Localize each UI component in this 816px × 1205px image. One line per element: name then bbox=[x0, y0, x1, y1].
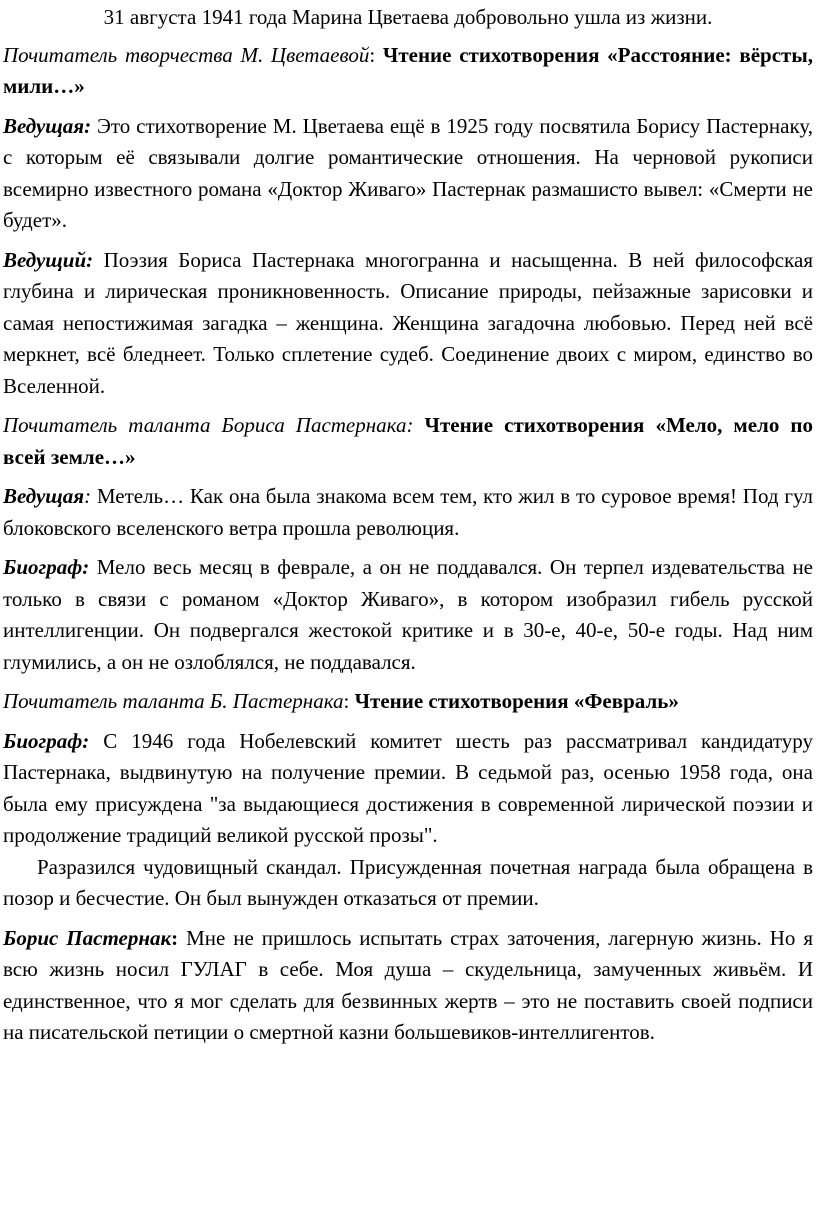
paragraph-host-female-2 bbox=[3, 481, 813, 544]
paragraph-text: Метель… Как она была знакома всем тем, кто жил в то суровое время! Под гул блоковского вселенского ветра прошла революция. bbox=[3, 484, 813, 540]
reading-title: Чтение стихотворения «Расстояние: вёрсты, мили…» bbox=[3, 42, 814, 98]
paragraph-pasternak bbox=[3, 923, 813, 1049]
paragraph-text: Мне не пришлось испытать страх заточения, лагерную жизнь. Но я всю жизнь носил ГУЛАГ в себе. Моя душа – скудельница, замученных живьём. И единственное, что я мог сделать для безвинных жертв – это не поставить своей подписи на писательской петиции о смертной казни большевиков-интеллигентов. bbox=[3, 925, 813, 1044]
speaker-label: Ведущая bbox=[3, 484, 85, 508]
opening-line bbox=[3, 2, 813, 34]
paragraph-cue-pasternak-reading-1 bbox=[3, 410, 813, 473]
paragraph-text: С 1946 года Нобелевский комитет шесть раз рассматривал кандидатуру Пастернака, выдвинутую на получение премии. В седьмой раз, осенью 1958 года, она была ему присуждена "за выдающиеся достижения в современной лирической поэзии и продолжение традиций великой русской прозы". bbox=[3, 728, 813, 847]
speaker-label: Биограф: bbox=[3, 555, 90, 579]
paragraph-cue-pasternak-reading-2 bbox=[3, 686, 813, 718]
speaker-colon: : bbox=[369, 42, 376, 67]
speaker-label: Биограф: bbox=[3, 728, 90, 753]
paragraph-biographer-1 bbox=[3, 552, 813, 678]
speaker-label: Ведущая: bbox=[3, 113, 92, 138]
speaker-label: Почитатель таланта Бориса Пастернака: bbox=[3, 413, 414, 437]
paragraph-host-male bbox=[3, 245, 813, 403]
paragraph-text: Это стихотворение М. Цветаева ещё в 1925 году посвятила Борису Пастернаку, с которым её связывали долгие романтические отношения. На черновой рукописи всемирно известного романа «Доктор Живаго» Пастернак размашисто вывел: «Смерти не будет». bbox=[3, 113, 813, 232]
paragraph-text: Поэзия Бориса Пастернака многогранна и насыщенна. В ней философская глубина и лирическая проникновенность. Описание природы, пейзажные зарисовки и самая непостижимая загадка – женщина. Женщина загадочна любовью. Перед ней всё меркнет, всё бледнеет. Только сплетение судеб. Соединение двоих с миром, единство во Вселенной. bbox=[3, 247, 813, 398]
reading-title: Чтение стихотворения «Мело, мело по всей земле…» bbox=[3, 413, 814, 469]
paragraph-text: Мело весь месяц в феврале, а он не поддавался. Он терпел издевательства не только в связи с романом «Доктор Живаго», в котором изобразил гибель русской интеллигенции. Он подвергался жестокой критике и в 30-е, 40-е, 50-е годы. Над ним глумились, а он не озлоблялся, не поддавался. bbox=[3, 555, 813, 674]
opening-text: 31 августа 1941 года Марина Цветаева добровольно ушла из жизни. bbox=[103, 5, 713, 29]
speaker-colon: : bbox=[343, 689, 350, 713]
speaker-label: Ведущий: bbox=[3, 247, 94, 272]
speaker-label: Борис Пастернак bbox=[3, 925, 172, 950]
paragraph-cue-tsvetaeva-reading bbox=[3, 40, 813, 103]
reading-title: Чтение стихотворения «Февраль» bbox=[349, 689, 679, 713]
paragraph-biographer-2 bbox=[3, 726, 813, 852]
speaker-label: Почитатель таланта Б. Пастернака bbox=[3, 689, 344, 713]
speaker-label: Почитатель творчества М. Цветаевой bbox=[3, 42, 370, 67]
speaker-colon: : bbox=[171, 925, 179, 950]
paragraph-host-female-1 bbox=[3, 111, 813, 237]
speaker-colon: : bbox=[84, 484, 92, 508]
paragraph-text: Разразился чудовищный скандал. Присужденная почетная награда была обращена в позор и бесчестие. Он был вынужден отказаться от премии. bbox=[3, 854, 813, 910]
paragraph-scandal bbox=[3, 852, 813, 915]
